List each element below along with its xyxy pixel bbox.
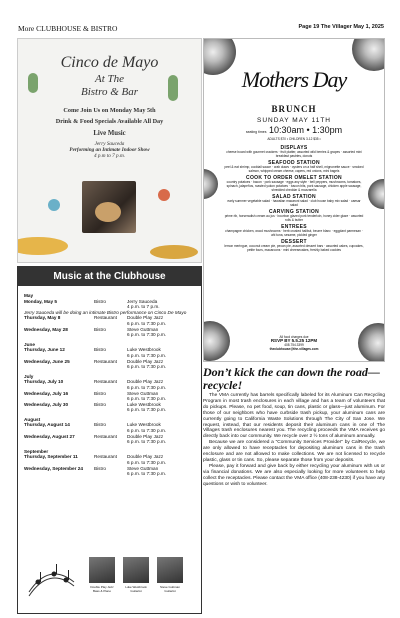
bio-name: Luke Westbrook: [125, 585, 147, 589]
schedule-performer: Double Play Jazz: [127, 315, 164, 321]
flower-icon: [203, 169, 218, 199]
menu-section-title: COOK TO ORDER OMELET STATION: [246, 175, 342, 181]
schedule-venue: Bistro: [94, 298, 106, 304]
bio-role: Bass & Piano: [92, 589, 111, 593]
schedule-time: 6 p.m. to 7:30 p.m.: [127, 396, 167, 402]
bio-name: Double Play Jazz: [90, 585, 114, 589]
bio-double-play-jazz: [88, 557, 116, 593]
cinco-show: Performing an Intimate Indoor Show: [69, 147, 150, 153]
schedule-time: 6 p.m. to 7:30 p.m.: [127, 384, 167, 390]
rsvp-email: theclubhouse@the-villages.com: [269, 347, 319, 351]
schedule-venue: Bistro: [94, 347, 106, 353]
schedule-venue: Bistro: [94, 390, 106, 396]
music-notes-icon: [24, 552, 79, 602]
recycle-article: [203, 393, 385, 488]
schedule-performer: Steve Guttman: [127, 390, 159, 396]
schedule-venue: Restaurant: [94, 379, 117, 385]
schedule-row: [24, 315, 196, 321]
schedule-time: 6 p.m. to 7:30 p.m.: [127, 332, 167, 338]
schedule-time: 4 p.m. to 7 p.m.: [127, 304, 160, 310]
schedule-date: Wednesday, June 25: [24, 358, 70, 364]
brunch-label: BRUNCH: [271, 104, 317, 114]
mothers-day-ad: [203, 38, 385, 362]
schedule-time: 6 p.m. to 7:30 p.m.: [127, 364, 167, 370]
menu-section-items: country potatoes · bacon · pork sausage · eggs any style · bell peppers, mushrooms, tomatoes, spinach, jalapeños, roasted yukon potatoes · bacon bits, pork sausage, chicken apple sausage, shredded cheddar & mozzarella: [226, 180, 362, 192]
schedule-row: [24, 402, 196, 408]
schedule-venue: Restaurant: [94, 454, 117, 460]
schedule-month: September: [24, 448, 49, 454]
bio-luke-westbrook: [122, 557, 150, 593]
brunch-date: SUNDAY MAY 11TH: [257, 117, 331, 124]
menu-section-items: prime rib, horseradish cream au jus · bourbon glazed pork tenderloin, honey cider glaze · assorted rolls & butter: [224, 214, 364, 222]
sombrero-icon: [17, 237, 68, 255]
schedule-venue: Bistro: [94, 326, 106, 332]
cactus-icon: [28, 73, 38, 93]
schedule-performer: Luke Westbrook: [127, 401, 161, 407]
maraca-icon: [158, 189, 170, 201]
mothers-day-title: Mothers Day: [241, 67, 347, 92]
recycle-headline: Don’t kick the can down the road—recycle!: [203, 365, 380, 392]
menu-section-title: ENTREES: [281, 224, 307, 230]
schedule-date: Thursday, July 10: [24, 379, 64, 385]
cinco-venue: Bistro & Bar: [80, 86, 139, 98]
menu-section-items: lemon meringue, coconut cream pie, pecan pie, assorted dessert bars · assorted cakes, cupcakes, petite fours, macaroons · mini cheesecakes, freshly baked cookies: [224, 244, 364, 252]
rsvp-block: [204, 335, 384, 351]
recycle-paragraph: Because we are considered a "Community Services Provider" by CalRecycle, we are only allowed to have receptacles for depositing aluminum cans in the trash enclosure and are not allowed to make collections. We are not licensed to recycle plastic, glass or tin cans. So, please separate those from your deposits.: [203, 440, 385, 463]
musician-photo: [89, 557, 115, 583]
schedule-time: 6 p.m. to 7:30 p.m.: [127, 320, 167, 326]
tax-note: All food charges due: [279, 335, 309, 339]
schedule-date: Thursday, June 12: [24, 347, 65, 353]
seating-times: [204, 125, 384, 135]
schedule-date: Thursday, September 11: [24, 454, 78, 460]
schedule-date: Wednesday, August 27: [24, 433, 75, 439]
menu-section-title: DISPLAYS: [280, 145, 308, 151]
cinco-at-the: At The: [94, 73, 125, 85]
schedule-list: [24, 289, 196, 477]
musician-photo: [123, 557, 149, 583]
schedule-date: Wednesday, July 16: [24, 390, 69, 396]
schedule-performer: Steve Guttman: [127, 465, 159, 471]
menu-section-title: DESSERT: [281, 239, 307, 245]
schedule-row: [24, 454, 196, 460]
schedule-venue: Restaurant: [94, 433, 117, 439]
schedule-note: Jerry Sauceda will be doing an intimate Bistro performance on Cinco De Mayo: [24, 309, 187, 315]
schedule-performer: Luke Westbrook: [127, 422, 161, 428]
schedule-venue: Restaurant: [94, 358, 117, 364]
schedule-time: 6 p.m. to 7:30 p.m.: [127, 439, 167, 445]
schedule-performer: Luke Westbrook: [127, 347, 161, 353]
seating-label: seating times: [245, 130, 267, 134]
brunch-menu: [224, 143, 364, 252]
schedule-date: Thursday, May 8: [24, 315, 61, 321]
schedule-row: [24, 466, 196, 472]
cinco-performer: Jerry Sauceda: [94, 141, 125, 147]
cinco-specials: Drink & Food Specials Available All Day: [55, 118, 164, 125]
cinco-invite: Come Join Us on Monday May 5th: [63, 107, 156, 114]
schedule-time: 6 p.m. to 7:30 p.m.: [127, 352, 167, 358]
schedule-row: [24, 299, 196, 305]
schedule-time: 6 p.m. to 7:30 p.m.: [127, 407, 167, 413]
schedule-date: Wednesday, July 30: [24, 401, 69, 407]
schedule-venue: Bistro: [94, 422, 106, 428]
schedule-performer: Double Play Jazz: [127, 358, 164, 364]
recycle-paragraph: Please, pay it forward and give back by either recycling your aluminum with us or via financial donations. We are also especially looking for more volunteers to help collect the receptacles. Please contact the VMA office (408-238-4230) if you have any questions or wish to volunteer.: [203, 463, 385, 487]
schedule-row: [24, 327, 196, 333]
bio-role: Guitarist: [130, 589, 142, 593]
music-title: Music at the Clubhouse: [18, 267, 201, 286]
menu-section-items: cheese board with gourmet crackers · fruit platter, assorted wild berries & grapes · assorted mini breakfast pastries, donuts: [226, 150, 362, 158]
schedule-row: [24, 359, 196, 365]
schedule-venue: Bistro: [94, 465, 106, 471]
schedule-performer: Double Play Jazz: [127, 454, 164, 460]
cinco-de-mayo-ad: [17, 38, 202, 263]
page-info: Page 19 The Villager May 1, 2025: [298, 24, 384, 30]
menu-section-items: early summer vegetable salad · hawaiian macaroni salad · club house baby mix salad · caesar salad: [227, 199, 361, 207]
cinco-time: 4 p.m to 7 p.m.: [94, 153, 125, 159]
menu-section-items: champagne chicken, wood mushrooms · herb crusted halibut, beurre blanc · eggplant parmesan · ahi tuna, sesame, pickled ginger: [225, 229, 363, 237]
schedule-venue: Restaurant: [94, 315, 117, 321]
schedule-venue: Bistro: [94, 401, 106, 407]
times-value: 10:30am • 1:30pm: [268, 125, 343, 135]
schedule-performer: Double Play Jazz: [127, 433, 164, 439]
rsvp-phone: 408.754.3399: [284, 343, 304, 347]
schedule-month: May: [24, 293, 34, 298]
schedule-row: [24, 391, 196, 397]
menu-section-title: SALAD STATION: [272, 194, 316, 200]
schedule-time: 6 p.m. to 7:30 p.m.: [127, 428, 167, 434]
menu-section-items: peel & eat shrimp, cocktail sauce · crab claws · oysters on a half shell, mignonette sauce · smoked salmon, whipped cream cheese, capers, red onions, mini bagels: [224, 165, 364, 173]
schedule-month: June: [24, 341, 35, 347]
schedule-row: [24, 379, 196, 385]
bio-name: Steve Guttman: [159, 585, 180, 589]
schedule-performer: Jerry Sauceda: [127, 298, 158, 304]
schedule-row: [24, 434, 196, 440]
brunch-price: ADULTS $70 • CHILDREN 3-12 $35 •: [267, 137, 321, 141]
menu-section-title: CARVING STATION: [268, 209, 320, 215]
section-header: More CLUBHOUSE & BISTRO: [18, 24, 118, 33]
recycle-paragraph: The VMA currently has barrels specifically labeled for its Aluminum Can Recycling Program in most trash enclosures in each village and has a team of volunteers that do pickups. Please, no pet food, soup, tin cans, plastic or glass—just aluminum. For those of our neighbors who have curbside trash pickup, your aluminum cans are currently going to California Waste Solutions through The City of San Jose. We request, instead, that our residents deposit their aluminum cans in one of The Villages trash enclosures nearest you. The recycling proceeds the VMA receives go directly back into our community. We recycle over 2 ½ tons of aluminum annually.: [203, 393, 385, 440]
schedule-row: [24, 347, 196, 353]
maraca-icon: [48, 199, 60, 211]
schedule-row: [24, 422, 196, 428]
menu-section-title: SEAFOOD STATION: [268, 160, 320, 166]
cinco-title: Cinco de Mayo: [60, 54, 159, 71]
flower-icon: [368, 179, 385, 209]
schedule-month: July: [24, 373, 34, 379]
schedule-performer: Double Play Jazz: [127, 379, 164, 385]
bio-steve-guttman: [156, 557, 184, 593]
schedule-date: Monday, May 5: [24, 298, 57, 304]
music-schedule-box: [17, 266, 202, 614]
schedule-date: Thursday, August 14: [24, 422, 70, 428]
schedule-time: 6 p.m. to 7:30 p.m.: [127, 471, 167, 477]
schedule-date: Wednesday, May 28: [24, 326, 68, 332]
rsvp-deadline: RSVP BY 5.5.25 12PM: [270, 338, 318, 343]
sombrero-icon: [150, 245, 198, 259]
musician-photo: [157, 557, 183, 583]
bio-role: Guitarist: [164, 589, 176, 593]
cactus-icon: [168, 75, 178, 101]
schedule-time: 6 p.m. to 7:30 p.m.: [127, 460, 167, 466]
schedule-performer: Steve Guttman: [127, 326, 159, 332]
guitar-icon: [95, 202, 121, 222]
cinco-live-music: Live Music: [93, 130, 126, 137]
schedule-date: Wednesday, September 24: [24, 465, 83, 471]
schedule-month: August: [24, 416, 41, 422]
